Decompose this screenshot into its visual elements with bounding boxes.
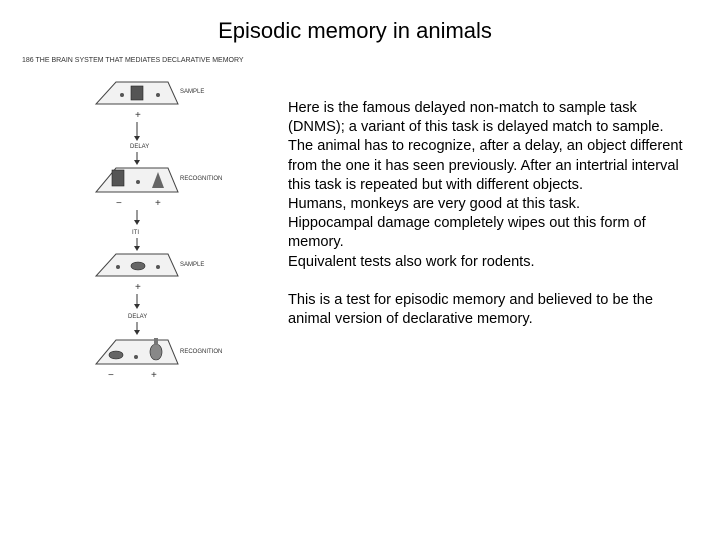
cup-object-icon — [131, 86, 143, 100]
tray-recognition-1 — [96, 168, 178, 192]
label-sample-2: SAMPLE — [180, 262, 205, 268]
label-minus-1: − — [116, 198, 122, 209]
body-text — [288, 99, 688, 329]
body-paragraph: This is a test for episodic memory and believed to be the animal version of declarative memory. — [288, 291, 654, 328]
label-plus-1: + — [135, 110, 141, 121]
body-paragraph: Here is the famous delayed non-match to sample task (DNMS); a variant of this task is delayed match to sample. The animal has to recognize, after a delay, an object different from the one it has seen previously. After an intertrial interval this task is repeated but with different objects. — [288, 100, 683, 193]
label-sample-1: SAMPLE — [180, 89, 205, 95]
label-plus-3: + — [135, 282, 141, 293]
label-iti: ITI — [132, 230, 139, 236]
figure-page-header: 186 THE BRAIN SYSTEM THAT MEDIATES DECLARATIVE MEMORY — [22, 57, 244, 64]
body-paragraph: Equivalent tests also work for rodents. — [288, 253, 535, 270]
label-delay-2: DELAY — [128, 314, 148, 320]
tray-recognition-2 — [96, 338, 178, 364]
label-plus-2: + — [155, 198, 161, 209]
paragraph-gap — [288, 272, 688, 291]
label-recognition-2: RECOGNITION — [180, 349, 223, 355]
tray-sample-2 — [96, 254, 178, 276]
tray-sample-1 — [96, 82, 178, 104]
label-plus-4: + — [151, 370, 157, 381]
label-delay-1: DELAY — [130, 144, 150, 150]
dnms-task-figure — [18, 48, 258, 388]
vase-object-icon — [150, 344, 162, 360]
label-recognition-1: RECOGNITION — [180, 176, 223, 182]
body-paragraph: Humans, monkeys are very good at this task. — [288, 196, 581, 213]
cup-object-icon — [112, 170, 124, 186]
dnms-diagram — [18, 48, 258, 388]
body-paragraph: Hippocampal damage completely wipes out this form of memory. — [288, 215, 646, 251]
label-minus-2: − — [108, 370, 114, 381]
car-object-icon — [109, 351, 123, 359]
car-object-icon — [131, 262, 145, 270]
slide-title: Episodic memory in animals — [218, 18, 492, 43]
